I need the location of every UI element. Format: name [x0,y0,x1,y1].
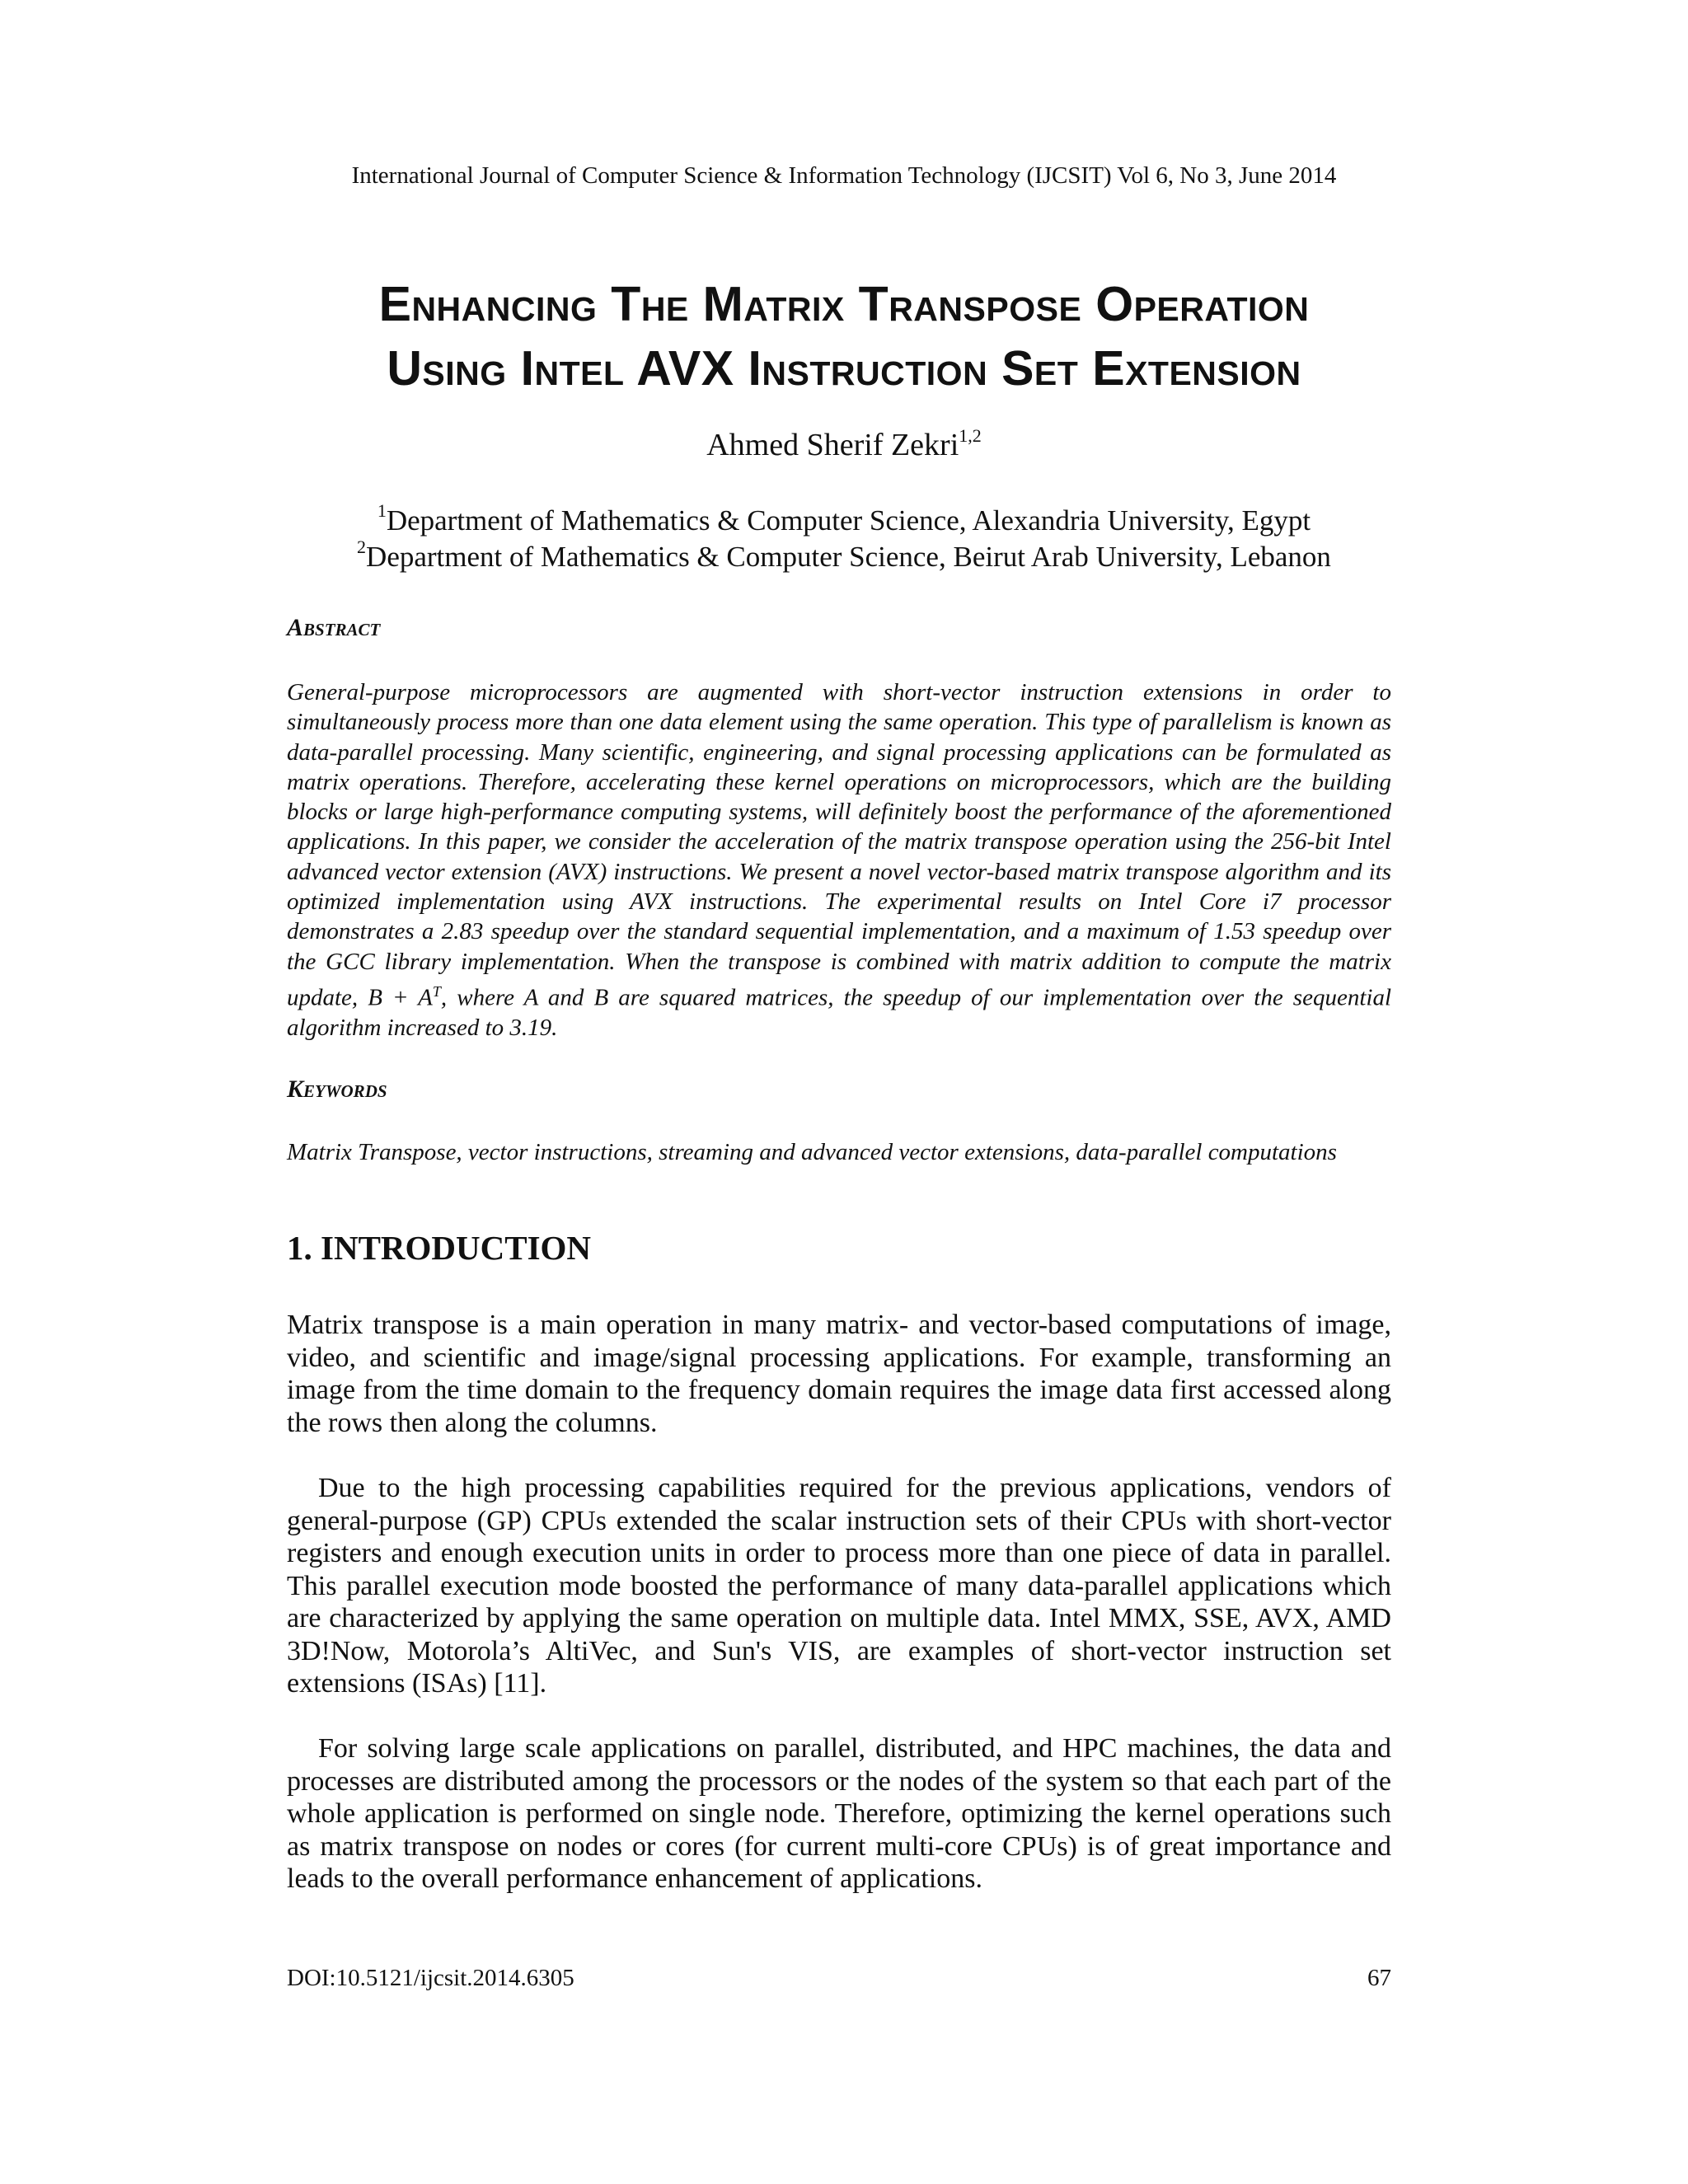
title-line-1: Enhancing The Matrix Transpose Operation [378,277,1310,331]
abstract-superscript: T [432,982,441,1000]
affiliation-text: Department of Mathematics & Computer Science, Alexandria University, Egypt [386,504,1311,537]
author-line [0,424,1688,466]
affiliation-mark: 2 [357,537,367,557]
abstract-text-main: General-purpose microprocessors are augmented with short-vector instruction extensions in order to simultaneously process more than one data element using the same operation. This type of parallelism is known as data-parallel processing. Many scientific, engineering, and signal processing applications can be formulated as matrix operations. Therefore, accelerating these kernel operations on microprocessors, which are the building blocks or large high-performance computing systems, will definitely boost the performance of the aforementioned applications. In this paper, we consider the acceleration of the matrix transpose operation using the 256-bit Intel advanced vector extension (AVX) instructions. We present a novel vector-based matrix transpose algorithm and its optimized implementation using AVX instructions. The experimental results on Intel Core i7 processor demonstrates a 2.83 speedup over the standard sequential implementation, and a maximum of 1.53 speedup over the GCC library implementation. When the transpose is combined with matrix addition to compute the matrix update, B + A [287,679,1391,1011]
affiliation-text: Department of Mathematics & Computer Science, Beirut Arab University, Lebanon [366,541,1331,573]
keywords-text: Matrix Transpose, vector instructions, streaming and advanced vector extensions, data-parallel computations [287,1139,1337,1165]
author-affil-marks: 1,2 [959,425,982,446]
intro-paragraph-1: Matrix transpose is a main operation in many matrix- and vector-based computations of image, video, and scientific and image/signal processing applications. For example, transforming an image from the time domain to the frequency domain requires the image data first accessed along the rows then along the columns. [287,1310,1391,1438]
affiliations [0,500,1688,575]
affiliation-2 [0,539,1688,575]
doi-text: DOI:10.5121/ijcsit.2014.6305 [287,1965,574,1991]
introduction-heading: 1. INTRODUCTION [287,1229,592,1267]
affiliation-mark: 1 [377,500,387,521]
abstract-heading: Abstract [287,614,381,641]
running-header: International Journal of Computer Science & Information Technology (IJCSIT) Vol 6, No 3, June 2014 [351,162,1337,189]
author-name: Ahmed Sherif Zekri [706,428,959,462]
intro-paragraph-3: For solving large scale applications on parallel, distributed, and HPC machines, the data and processes are distributed among the processors or the nodes of the system so that each part of the whole application is performed on single node. Therefore, optimizing the kernel operations such as matrix transpose on nodes or cores (for current multi-core CPUs) is of great importance and leads to the overall performance enhancement of applications. [287,1733,1391,1894]
affiliation-1 [0,500,1688,539]
intro-paragraph-2: Due to the high processing capabilities required for the previous applications, vendors of general-purpose (GP) CPUs extended the scalar instruction sets of their CPUs with short-vector registers and enough execution units in order to process more than one piece of data in parallel. This parallel execution mode boosted the performance of many data-parallel applications which are characterized by applying the same operation on multiple data. Intel MMX, SSE, AVX, AMD 3D!Now, Motorola’s AltiVec, and Sun's VIS, are examples of short-vector instruction set extensions (ISAs) [11]. [287,1473,1391,1699]
title-line-2: Using Intel AVX Instruction Set Extension [387,341,1301,396]
abstract-text-end: , where A and B are squared matrices, the speedup of our implementation over the sequential algorithm increased to 3.19. [287,984,1392,1041]
keywords-heading: Keywords [287,1076,387,1103]
page-number: 67 [1367,1965,1391,1991]
abstract-text [287,677,1391,1043]
paper-title [0,272,1688,401]
